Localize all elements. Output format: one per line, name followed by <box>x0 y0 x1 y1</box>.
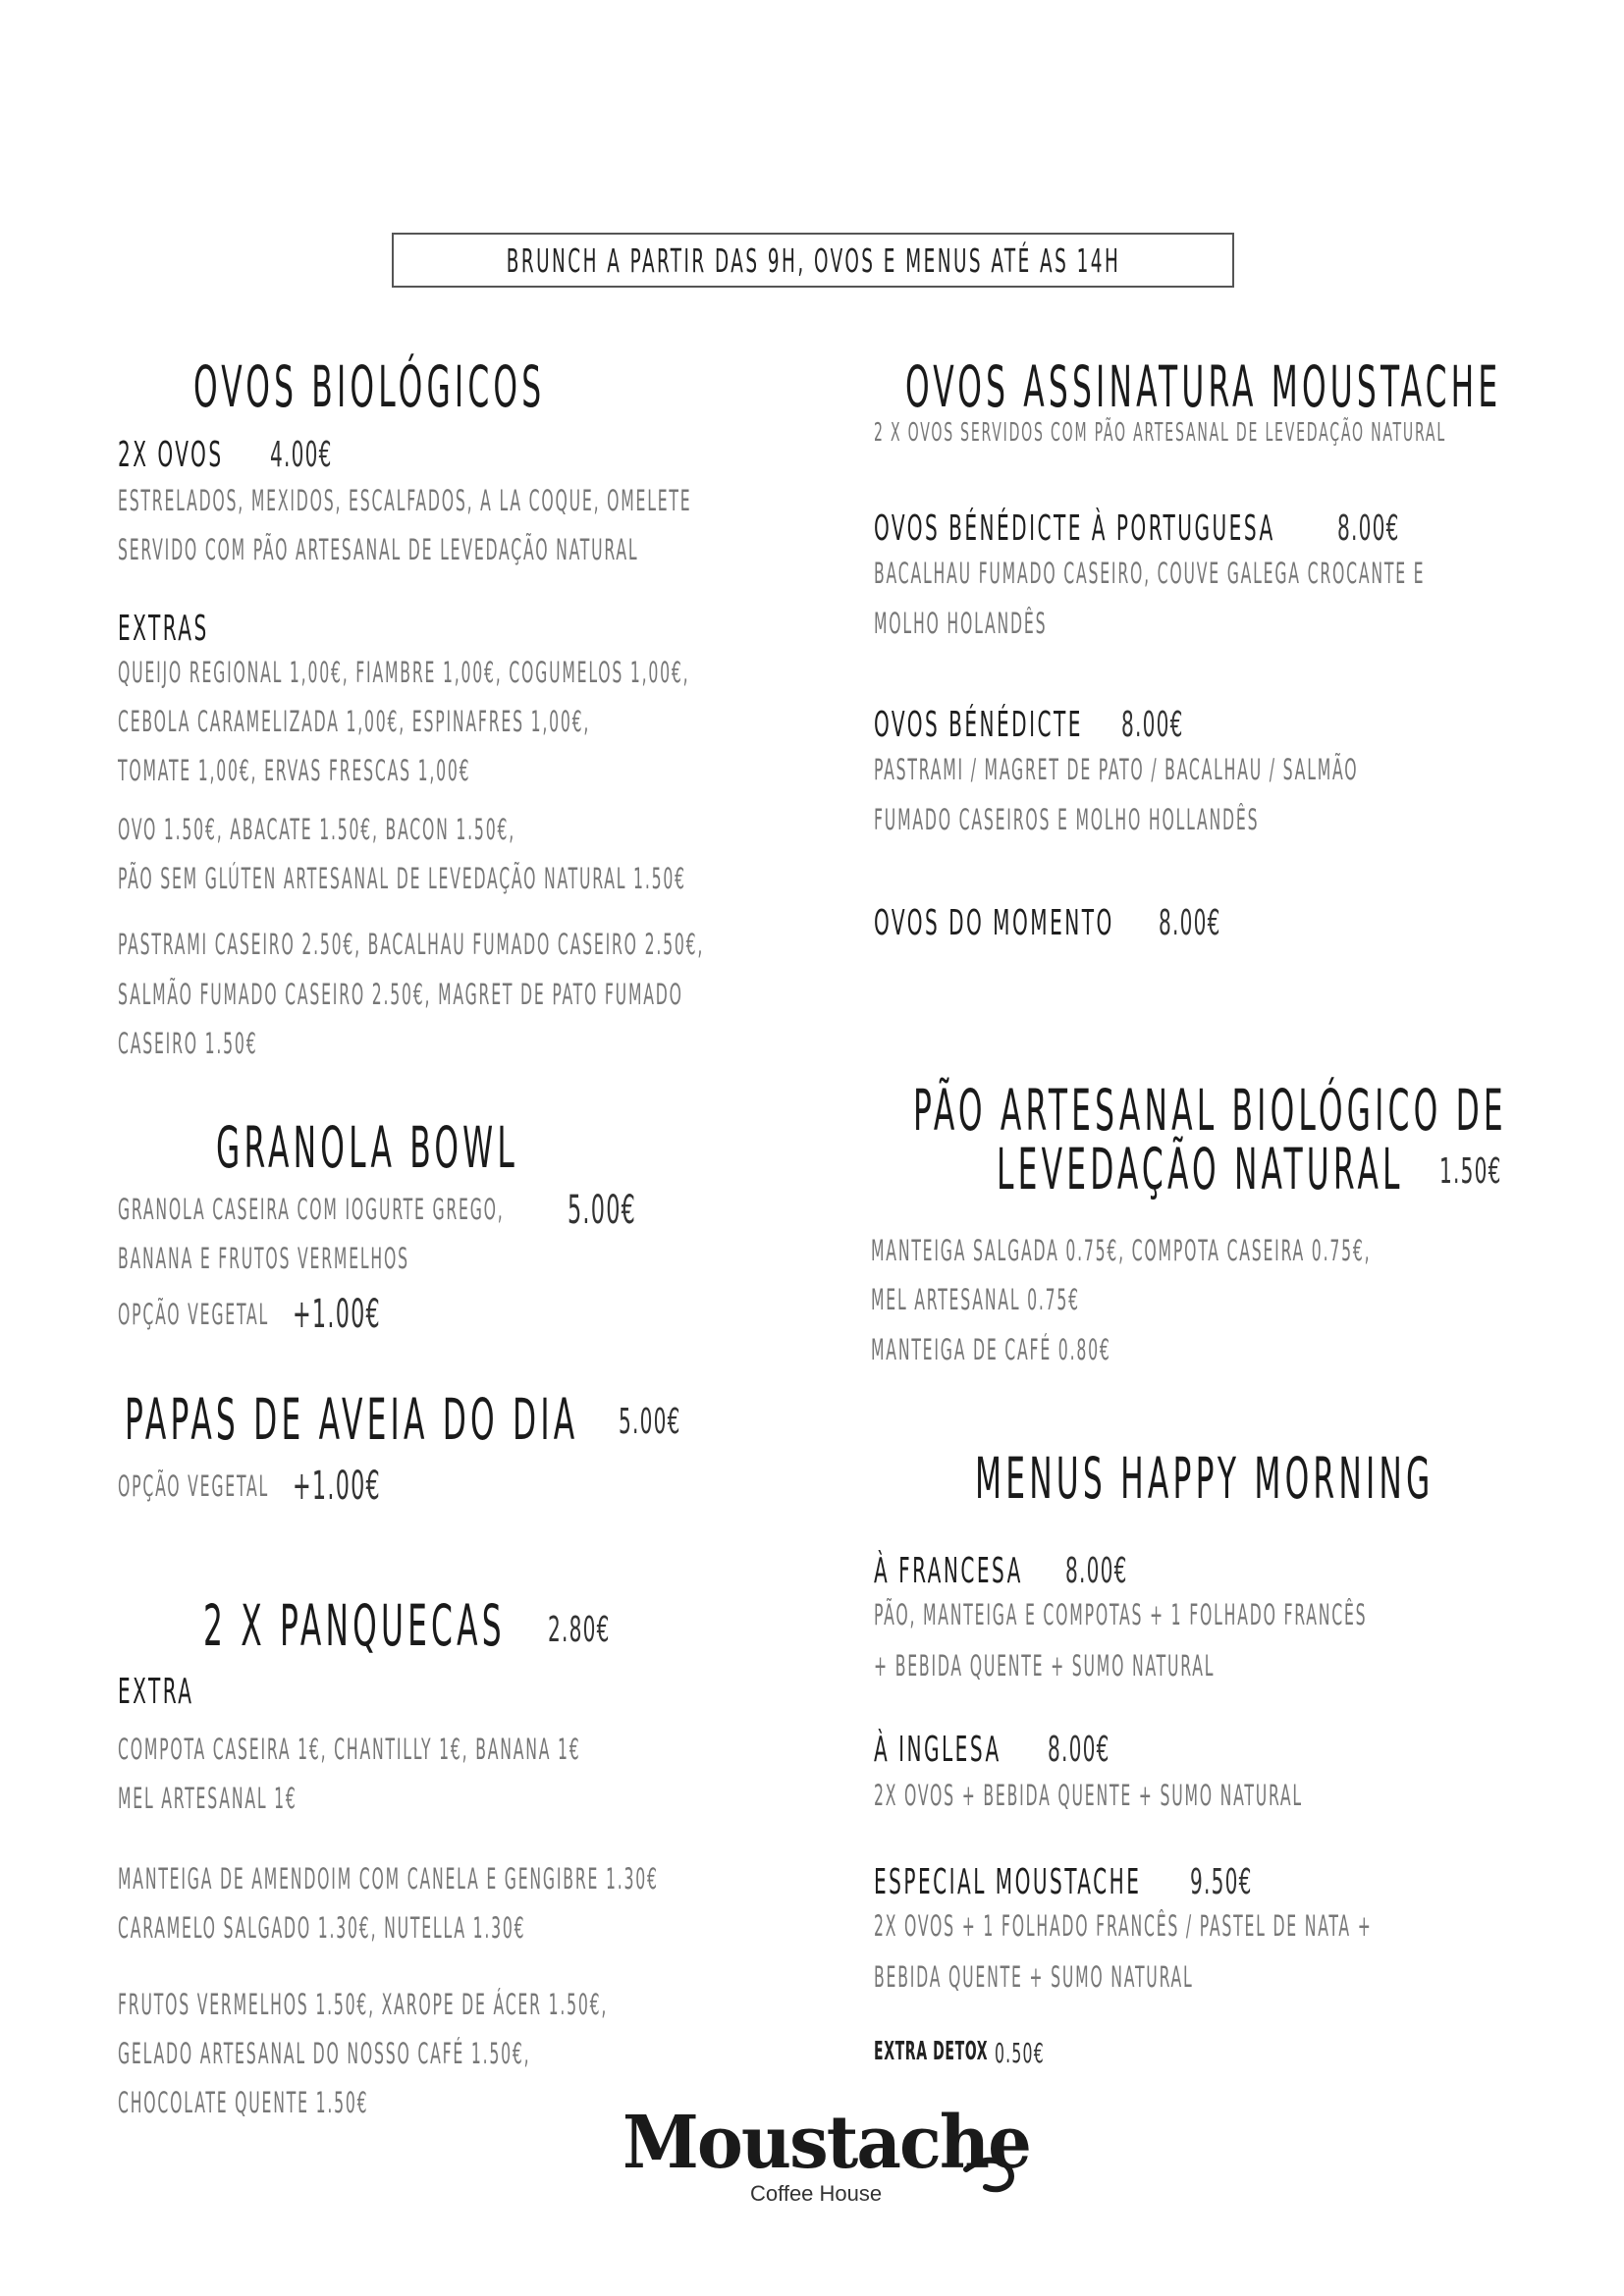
ovos-momento-price: 8.00€ <box>1159 903 1221 943</box>
pao-extra-line: MANTEIGA DE CAFÉ 0.80€ <box>871 1333 1111 1366</box>
panquecas-extra-line: GELADO ARTESANAL DO NOSSO CAFÉ 1.50€, <box>118 2037 531 2070</box>
extra-detox-label: EXTRA DETOX <box>874 2037 989 2066</box>
ovos-biologicos-item: 2X OVOS <box>118 435 224 475</box>
panquecas-price: 2.80€ <box>548 1610 611 1650</box>
ovos-biologicos-desc-1: ESTRELADOS, MEXIDOS, ESCALFADOS, A LA COQUE, OMELETE <box>118 484 692 517</box>
benedicte-portuguesa-name: OVOS BÉNÉDICTE À PORTUGUESA <box>874 508 1275 549</box>
granola-vegetal-label: OPÇÃO VEGETAL <box>118 1298 270 1331</box>
especial-moustache-price: 9.50€ <box>1190 1862 1253 1902</box>
panquecas-extra-line: MANTEIGA DE AMENDOIM COM CANELA E GENGIBRE 1.30€ <box>118 1862 659 1896</box>
moustache-logo <box>613 2101 1030 2218</box>
francesa-desc-2: + BEBIDA QUENTE + SUMO NATURAL <box>874 1649 1216 1682</box>
extra-detox-price: 0.50€ <box>995 2037 1045 2069</box>
brunch-hours-banner <box>392 233 1234 288</box>
ovos-biologicos-title: OVOS BIOLÓGICOS <box>193 353 546 420</box>
panquecas-extra-line: CARAMELO SALGADO 1.30€, NUTELLA 1.30€ <box>118 1911 526 1945</box>
panquecas-extra-title: EXTRA <box>118 1672 194 1712</box>
pao-extra-line: MANTEIGA SALGADA 0.75€, COMPOTA CASEIRA 0.75€, <box>871 1234 1372 1267</box>
extras-line: OVO 1.50€, ABACATE 1.50€, BACON 1.50€, <box>118 813 515 846</box>
extras-line: PÃO SEM GLÚTEN ARTESANAL DE LEVEDAÇÃO NATURAL 1.50€ <box>118 862 686 895</box>
extras-line: PASTRAMI CASEIRO 2.50€, BACALHAU FUMADO CASEIRO 2.50€, <box>118 928 705 961</box>
pao-artesanal-price: 1.50€ <box>1439 1151 1502 1192</box>
papas-aveia-title: PAPAS DE AVEIA DO DIA <box>125 1386 579 1453</box>
panquecas-extra-line: CHOCOLATE QUENTE 1.50€ <box>118 2086 369 2119</box>
francesa-price: 8.00€ <box>1065 1551 1128 1591</box>
logo-wordmark: Moustache <box>623 2101 1030 2185</box>
logo-subtitle: Coffee House <box>750 2181 883 2206</box>
granola-price: 5.00€ <box>568 1188 637 1233</box>
benedicte-portuguesa-desc-1: BACALHAU FUMADO CASEIRO, COUVE GALEGA CROCANTE E <box>874 557 1426 590</box>
papas-vegetal-label: OPÇÃO VEGETAL <box>118 1469 270 1503</box>
especial-moustache-desc-2: BEBIDA QUENTE + SUMO NATURAL <box>874 1960 1194 1994</box>
extras-line: CASEIRO 1.50€ <box>118 1027 258 1060</box>
granola-desc-2: BANANA E FRUTOS VERMELHOS <box>118 1242 409 1275</box>
extras-line: CEBOLA CARAMELIZADA 1,00€, ESPINAFRES 1,00€, <box>118 705 591 738</box>
pao-extra-line: MEL ARTESANAL 0.75€ <box>871 1283 1080 1316</box>
benedicte-price: 8.00€ <box>1121 705 1184 745</box>
granola-bowl-title: GRANOLA BOWL <box>216 1114 518 1181</box>
extras-line: QUEIJO REGIONAL 1,00€, FIAMBRE 1,00€, COGUMELOS 1,00€, <box>118 656 690 689</box>
pao-artesanal-title-2: LEVEDAÇÃO NATURAL <box>997 1136 1404 1202</box>
panquecas-extra-line: MEL ARTESANAL 1€ <box>118 1782 298 1815</box>
benedicte-desc-2: FUMADO CASEIROS E MOLHO HOLLANDÊS <box>874 803 1260 836</box>
menus-happy-morning-title: MENUS HAPPY MORNING <box>975 1445 1435 1512</box>
francesa-desc-1: PÃO, MANTEIGA E COMPOTAS + 1 FOLHADO FRANCÊS <box>874 1598 1368 1631</box>
inglesa-price: 8.00€ <box>1048 1730 1110 1770</box>
ovos-biologicos-desc-2: SERVIDO COM PÃO ARTESANAL DE LEVEDAÇÃO NATURAL <box>118 533 639 566</box>
ovos-momento-name: OVOS DO MOMENTO <box>874 903 1114 943</box>
papas-aveia-price: 5.00€ <box>619 1402 681 1442</box>
panquecas-title: 2 X PANQUECAS <box>203 1592 506 1659</box>
extras-title: EXTRAS <box>118 609 209 649</box>
inglesa-name: À INGLESA <box>874 1730 1001 1770</box>
especial-moustache-desc-1: 2X OVOS + 1 FOLHADO FRANCÊS / PASTEL DE NATA + <box>874 1909 1373 1943</box>
pao-artesanal-title-1: PÃO ARTESANAL BIOLÓGICO DE <box>913 1077 1507 1144</box>
granola-desc-1: GRANOLA CASEIRA COM IOGURTE GREGO, <box>118 1193 505 1226</box>
ovos-assinatura-subtitle: 2 X OVOS SERVIDOS COM PÃO ARTESANAL DE LEVEDAÇÃO NATURAL <box>874 418 1446 448</box>
benedicte-name: OVOS BÉNÉDICTE <box>874 705 1083 745</box>
ovos-biologicos-price: 4.00€ <box>270 435 333 475</box>
panquecas-extra-line: COMPOTA CASEIRA 1€, CHANTILLY 1€, BANANA 1€ <box>118 1733 581 1766</box>
inglesa-desc-1: 2X OVOS + BEBIDA QUENTE + SUMO NATURAL <box>874 1779 1303 1812</box>
especial-moustache-name: ESPECIAL MOUSTACHE <box>874 1862 1142 1902</box>
extras-line: TOMATE 1,00€, ERVAS FRESCAS 1,00€ <box>118 754 471 787</box>
benedicte-portuguesa-desc-2: MOLHO HOLANDÊS <box>874 607 1048 640</box>
granola-vegetal-price: +1.00€ <box>293 1292 381 1337</box>
brunch-hours-text: BRUNCH A PARTIR DAS 9H, OVOS E MENUS ATÉ AS 14H <box>506 240 1120 280</box>
francesa-name: À FRANCESA <box>874 1551 1023 1591</box>
benedicte-portuguesa-price: 8.00€ <box>1337 508 1400 549</box>
panquecas-extra-line: FRUTOS VERMELHOS 1.50€, XAROPE DE ÁCER 1.50€, <box>118 1988 609 2021</box>
extras-line: SALMÃO FUMADO CASEIRO 2.50€, MAGRET DE PATO FUMADO <box>118 978 683 1011</box>
benedicte-desc-1: PASTRAMI / MAGRET DE PATO / BACALHAU / SALMÃO <box>874 753 1359 786</box>
ovos-assinatura-title: OVOS ASSINATURA MOUSTACHE <box>905 353 1502 420</box>
papas-vegetal-price: +1.00€ <box>293 1464 381 1509</box>
